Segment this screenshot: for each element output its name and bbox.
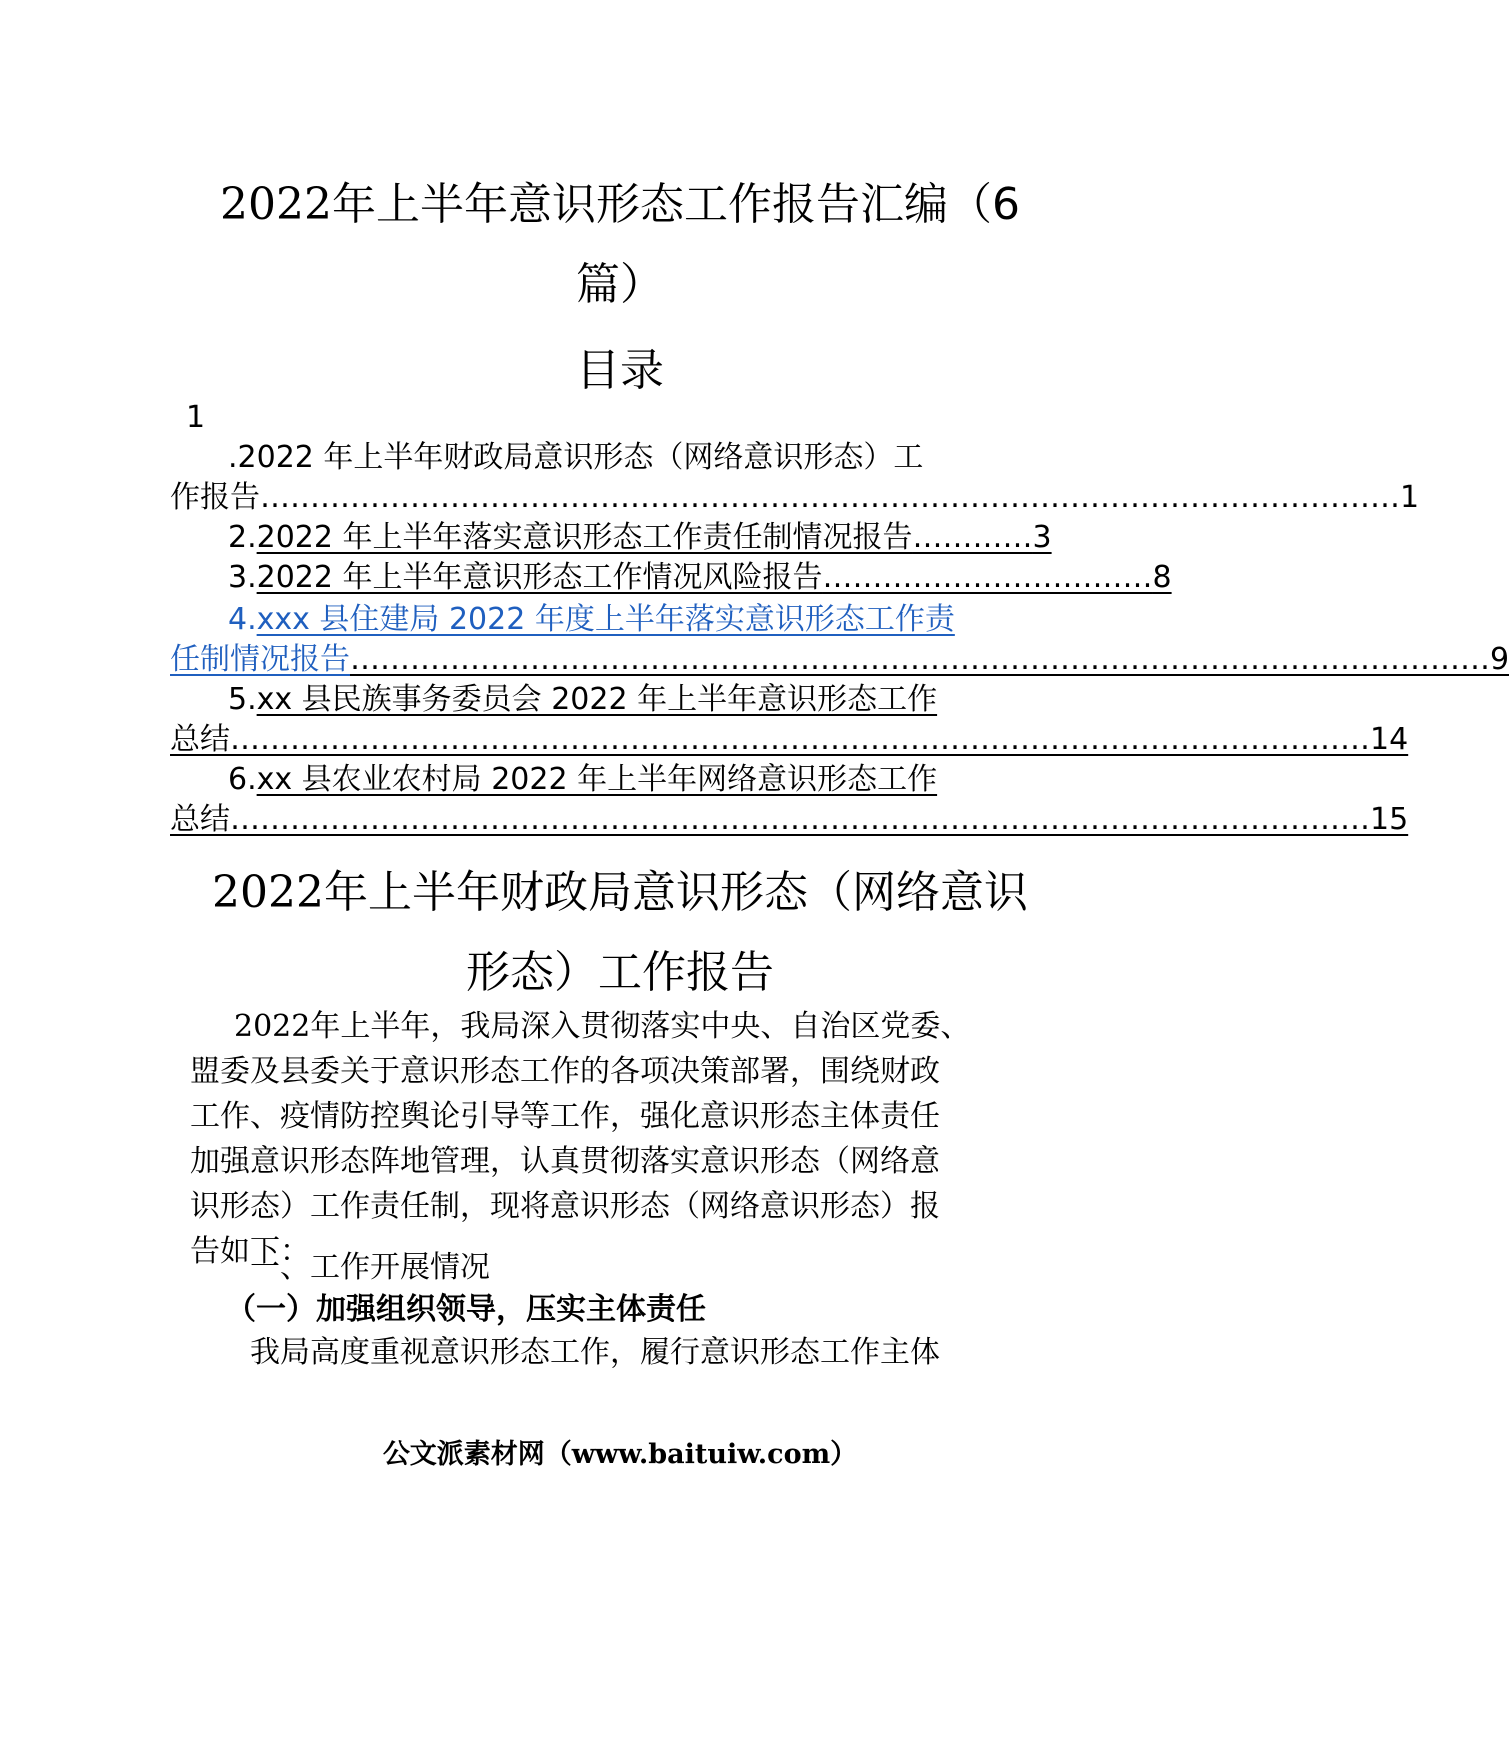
toc-item-5-title[interactable]: 5.xx 县民族事务委员会 2022 年上半年意识形态工作	[228, 682, 938, 717]
toc-item-4-title[interactable]: 4.xxx 县住建局 2022 年度上半年落实意识形态工作责	[228, 602, 955, 637]
toc-item-1-line[interactable]: 作报告 …………………………………………………………………………………………………… 1	[170, 476, 942, 520]
toc-item-6-line[interactable]: 总结 …………………………………………………………………………………………………… 15	[170, 798, 942, 842]
toc-item-2[interactable]: 2. 2022 年上半年落实意识形态工作责任制情况报告 ………… 3	[228, 516, 942, 560]
toc-item-3-title: 2022 年上半年意识形态工作情况风险报告	[256, 560, 823, 595]
toc-leader-dots: ……………………………………………………………………………………………………	[230, 722, 1370, 757]
toc-item-3[interactable]: 3. 2022 年上半年意识形态工作情况风险报告 …………………………… 8	[228, 556, 942, 600]
toc-page-number: 3	[1032, 520, 1052, 555]
toc-heading: 目录	[576, 345, 664, 396]
toc-leader-dots: ……………………………………………………………………………………………………	[260, 480, 1400, 515]
title-year: 2022	[220, 179, 332, 230]
toc-leader-dots: ……………………………………………………………………………………………………	[350, 642, 1490, 677]
document-title	[0, 168, 1240, 232]
toc-leader-dots: ……………………………	[822, 560, 1153, 595]
toc-item-5-line[interactable]: 总结 …………………………………………………………………………………………………… 14	[170, 718, 942, 762]
title-line-1: 年上半年意识形态工作报告汇编（6	[331, 179, 1020, 230]
heading-level-2: （一）加强组织领导，压实主体责任	[226, 1292, 706, 1327]
heading-level-1: 一、工作开展情况	[250, 1250, 490, 1285]
toc-page-number: 14	[1370, 722, 1409, 757]
toc-item-1-title[interactable]: .2022 年上半年财政局意识形态（网络意识形态）工	[228, 440, 924, 475]
section-title-line-2: 形态）工作报告	[466, 947, 774, 998]
toc-page-number: 8	[1152, 560, 1172, 595]
document-title-line-2: 篇）	[576, 259, 664, 310]
toc-leader-dots: ……………………………………………………………………………………………………	[230, 802, 1370, 837]
page-footer: 公文派素材网（www.baituiw.com）	[382, 1439, 858, 1470]
toc-item-1-number[interactable]: 1	[186, 400, 206, 435]
body-paragraph-2: 我局高度重视意识形态工作，履行意识形态工作主体	[250, 1335, 940, 1370]
toc-leader-dots: …………	[912, 520, 1033, 555]
toc-page-number: 9	[1490, 642, 1509, 677]
section-title: 2022年上半年财政局意识形态（网络意识	[212, 867, 1028, 918]
body-paragraph: 2022年上半年，我局深入贯彻落实中央、自治区党委、 盟委及县委关于意识形态工作的各项决策部署，围绕财政 工作、疫情防控舆论引导等工作，强化意识形态主体责任 加强意识形态阵地管理，认真贯彻落实意识形态（网络意 识形态）工作责任制，现将意识形态（网络意识形态）报 告如下：	[190, 1009, 971, 1269]
toc-item-4-line[interactable]: 任制情况报告 …………………………………………………………………………………………………… 9	[170, 638, 942, 682]
toc-page-number: 15	[1370, 802, 1409, 837]
toc-item-6-title[interactable]: 6.xx 县农业农村局 2022 年上半年网络意识形态工作	[228, 762, 938, 797]
toc-page-number: 1	[1400, 480, 1420, 515]
toc-item-2-title: 2022 年上半年落实意识形态工作责任制情况报告	[256, 520, 913, 555]
